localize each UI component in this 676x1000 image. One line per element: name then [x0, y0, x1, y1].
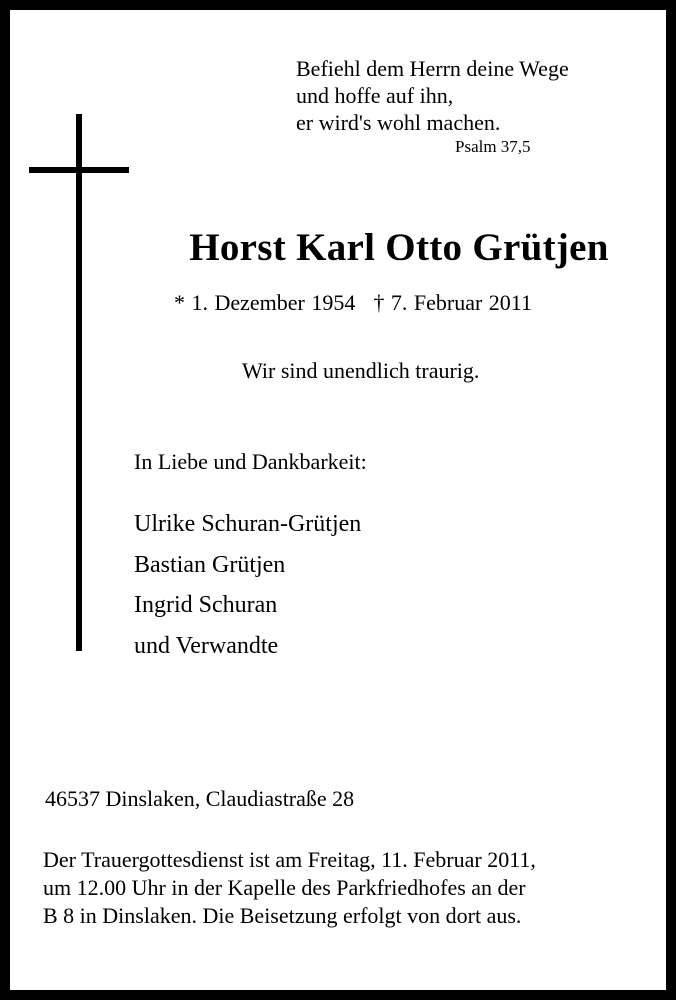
service-line: Der Trauergottesdienst ist am Freitag, 11. Februar 2011, [43, 847, 536, 872]
birth-date: * 1. Dezember 1954 [174, 290, 356, 315]
obituary-card [10, 10, 666, 990]
cross-icon [76, 114, 82, 651]
bible-verse [296, 55, 569, 136]
service-info [43, 846, 536, 930]
mourning-message: Wir sind unendlich traurig. [242, 358, 480, 383]
mourner-name: Ingrid Schuran [134, 592, 278, 618]
family-address: 46537 Dinslaken, Claudiastraße 28 [45, 786, 355, 811]
life-dates [174, 290, 532, 316]
mourners-list [134, 504, 361, 666]
verse-line: er wird's wohl machen. [296, 110, 501, 135]
deceased-name: Horst Karl Otto Grütjen [189, 226, 609, 269]
cross-icon-bar [29, 167, 129, 173]
death-date: † 7. Februar 2011 [373, 290, 532, 315]
service-line: um 12.00 Uhr in der Kapelle des Parkfriedhofes an der [43, 875, 526, 900]
service-line: B 8 in Dinslaken. Die Beisetzung erfolgt von dort aus. [43, 903, 522, 928]
mourner-name: und Verwandte [134, 632, 279, 659]
verse-source: Psalm 37,5 [455, 137, 531, 156]
mourner-name: Bastian Grütjen [134, 551, 286, 578]
mourner-name: Ulrike Schuran-Grütjen [134, 511, 362, 537]
verse-line: und hoffe auf ihn, [296, 83, 454, 108]
mourners-intro: In Liebe und Dankbarkeit: [134, 449, 367, 474]
verse-line: Befiehl dem Herrn deine Wege [296, 56, 569, 81]
